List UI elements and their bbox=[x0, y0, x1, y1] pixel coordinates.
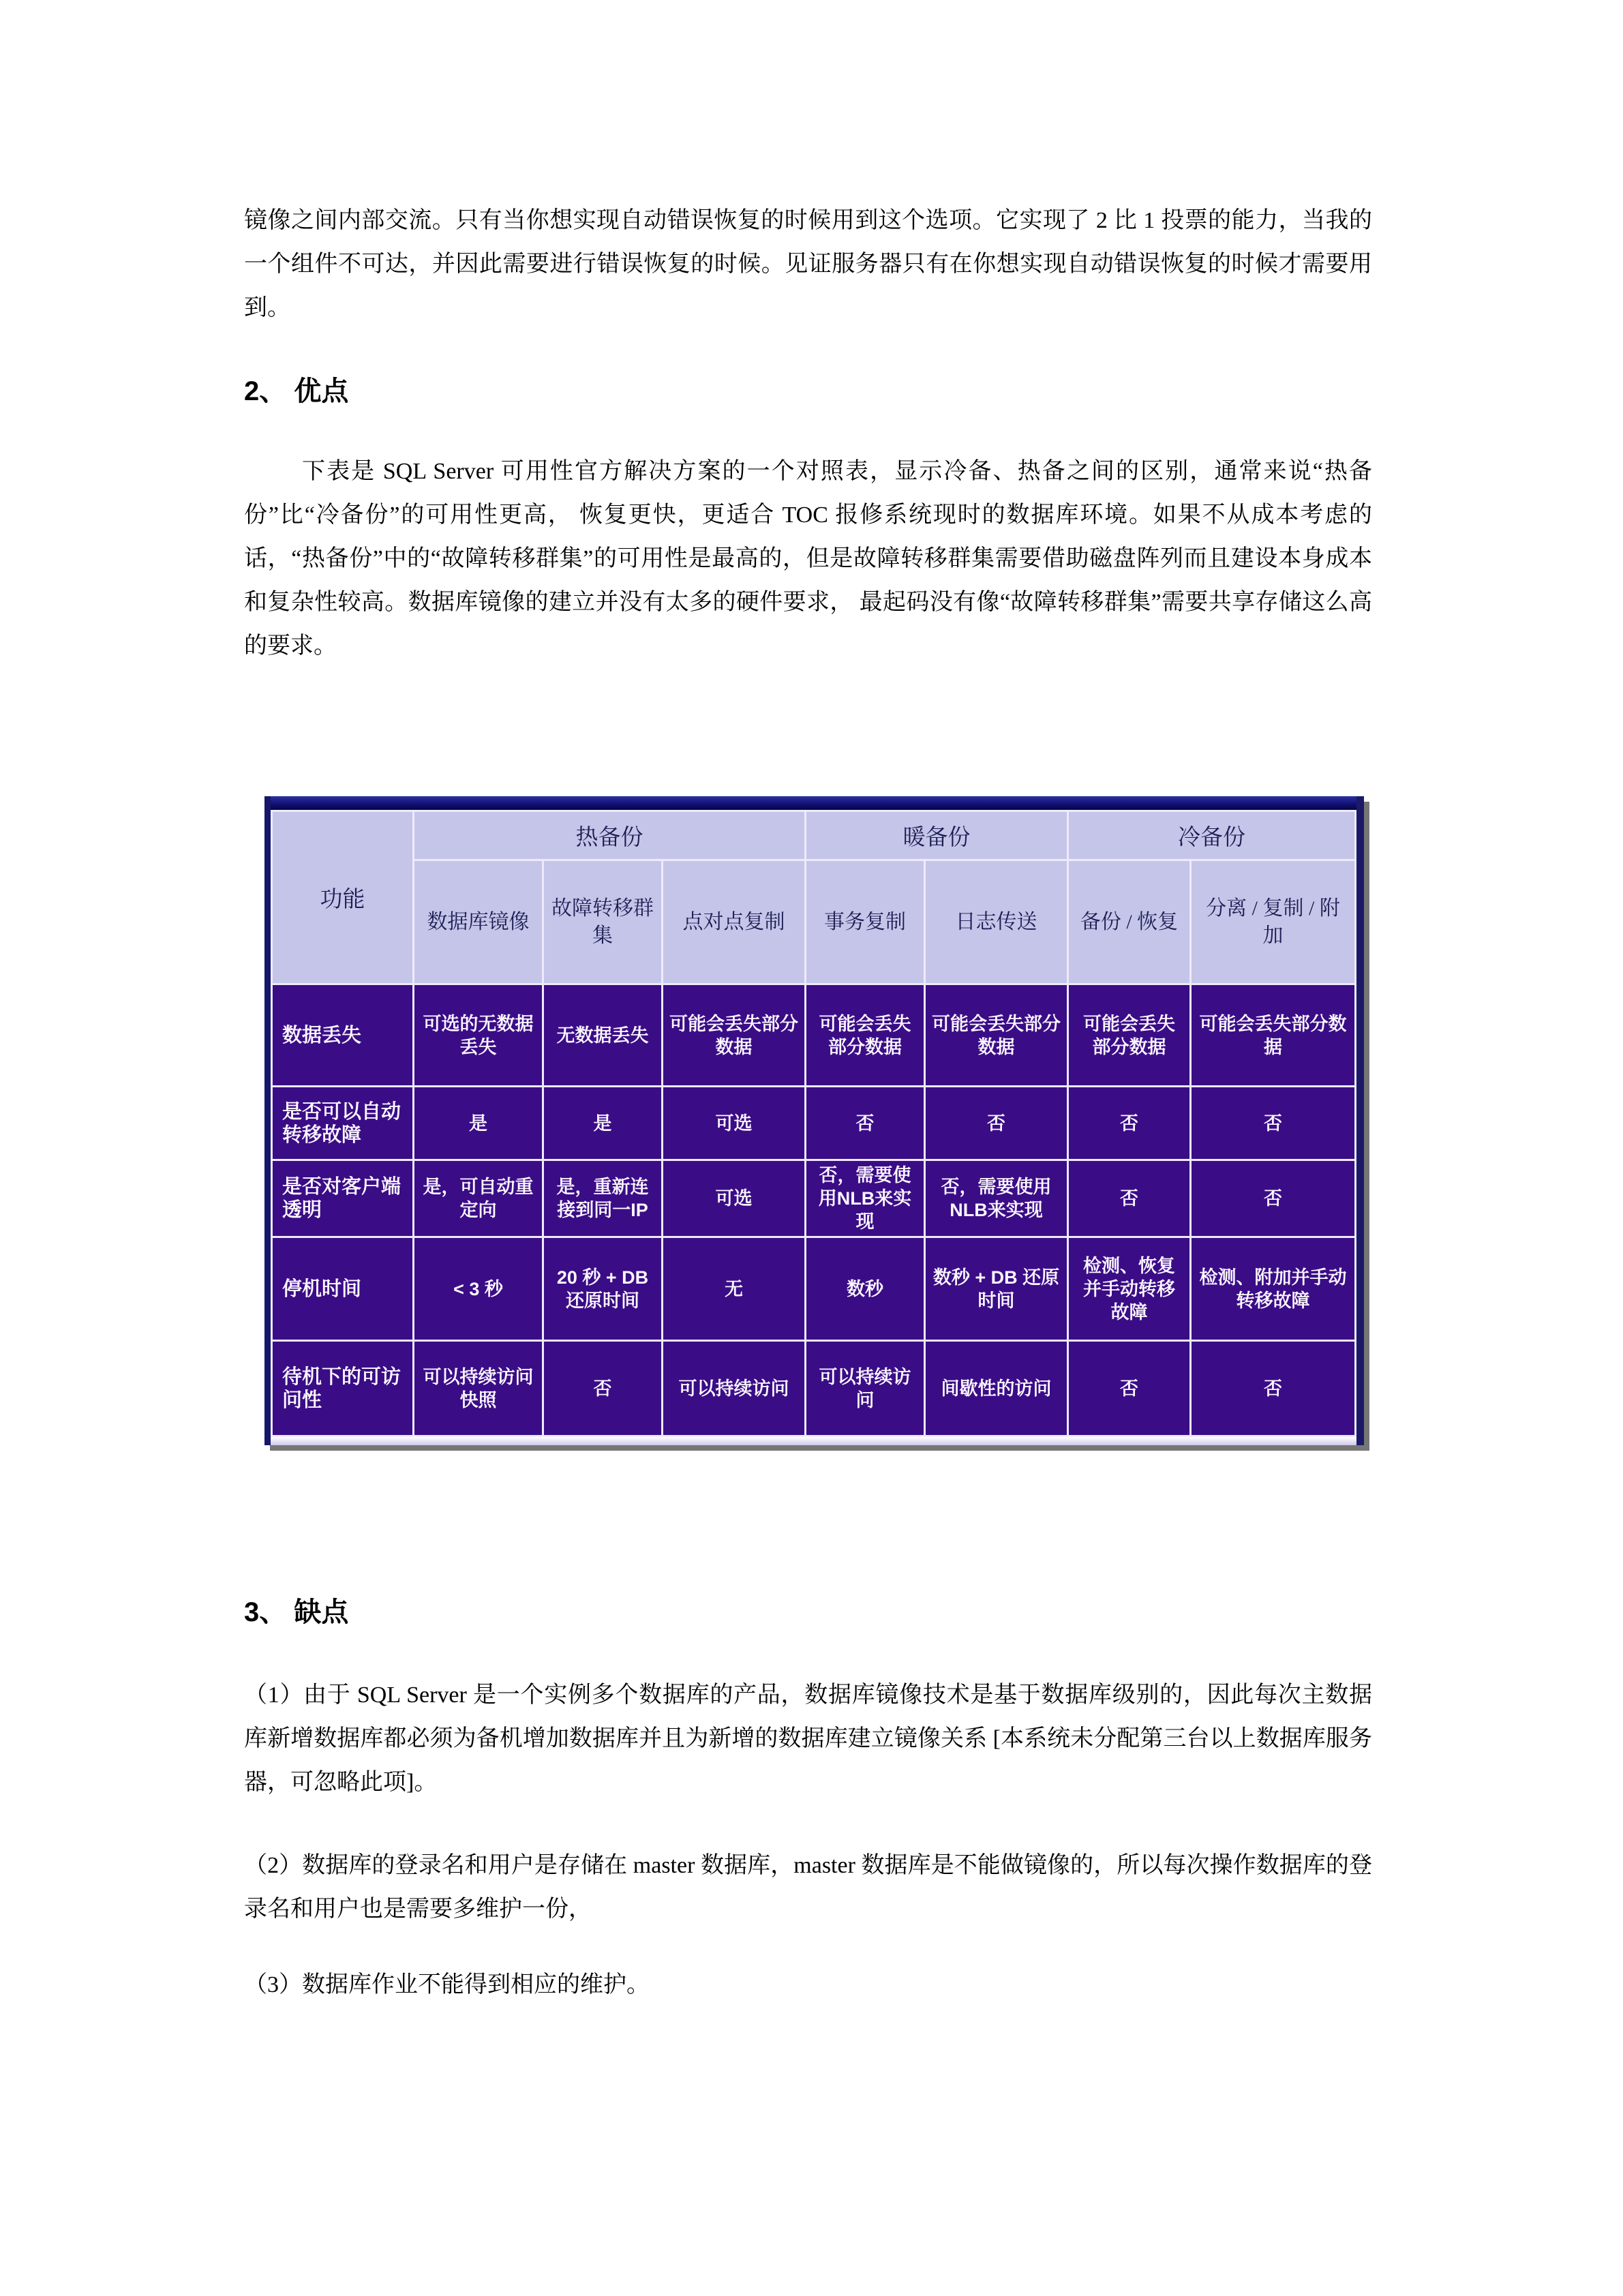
table-bottom-border bbox=[271, 1437, 1356, 1445]
advantages-paragraph: 下表是 SQL Server 可用性官方解决方案的一个对照表，显示冷备、热备之间的区别，通常来说“热备份”比“冷备份”的可用性更高， 恢复更快，更适合 TOC 报修系统现时的数据库环境。如果不从成本考虑的话，“热备份”中的“故障转移群集”的可用性是最高的，但是故障转移群集需要借助磁盘阵列而且建设本身成本和复杂性较高。数据库镜像的建立并没有太多的硬件要求， 最起码没有像“故障转移群集”需要共享存储这么高的要求。 bbox=[244, 459, 1372, 659]
row-label: 数据丢失 bbox=[272, 984, 414, 1087]
table-cell: 是 bbox=[543, 1087, 663, 1160]
table-cell: 无 bbox=[663, 1237, 806, 1341]
comparison-table-grid bbox=[271, 810, 1356, 1437]
table-cell: 否 bbox=[925, 1087, 1068, 1160]
table-cell: 可选的无数据丢失 bbox=[414, 984, 543, 1087]
group-header-hot-backup: 热备份 bbox=[414, 811, 806, 860]
column-header-log-shipping: 日志传送 bbox=[925, 860, 1068, 984]
table-cell: 可选 bbox=[663, 1160, 806, 1237]
group-header-warm-backup: 暖备份 bbox=[806, 811, 1068, 860]
table-cell: 检测、附加并手动转移故障 bbox=[1191, 1237, 1356, 1341]
section-heading-disadvantages: 3、 缺点 bbox=[244, 1597, 349, 1627]
table-cell: 可以持续访问 bbox=[663, 1341, 806, 1436]
column-header-peer-to-peer-replication: 点对点复制 bbox=[663, 860, 806, 984]
column-header-failover-cluster: 故障转移群集 bbox=[543, 860, 663, 984]
table-row-data-loss bbox=[272, 984, 1356, 1087]
table-cell: 可以持续访问快照 bbox=[414, 1341, 543, 1436]
table-cell: 否 bbox=[1068, 1160, 1191, 1237]
table-cell: 是 bbox=[414, 1087, 543, 1160]
row-label: 是否对客户端透明 bbox=[272, 1160, 414, 1237]
table-cell: 可能会丢失部分数据 bbox=[806, 984, 925, 1087]
table-cell: 是，重新连接到同一IP bbox=[543, 1160, 663, 1237]
table-row-client-transparency bbox=[272, 1160, 1356, 1237]
table-cell: 可选 bbox=[663, 1087, 806, 1160]
table-group-header-row bbox=[272, 811, 1356, 860]
column-header-db-mirroring: 数据库镜像 bbox=[414, 860, 543, 984]
section-heading-advantages: 2、 优点 bbox=[244, 376, 349, 406]
table-cell: 否，需要使用NLB来实现 bbox=[925, 1160, 1068, 1237]
column-header-transactional-replication: 事务复制 bbox=[806, 860, 925, 984]
table-top-border bbox=[271, 796, 1356, 810]
table-cell: 可能会丢失部分数据 bbox=[1068, 984, 1191, 1087]
row-label: 是否可以自动转移故障 bbox=[272, 1087, 414, 1160]
table-cell: 间歇性的访问 bbox=[925, 1341, 1068, 1436]
row-label: 停机时间 bbox=[272, 1237, 414, 1341]
table-row-auto-failover bbox=[272, 1087, 1356, 1160]
table-cell: 否 bbox=[1068, 1087, 1191, 1160]
table-cell: 20 秒 + DB 还原时间 bbox=[543, 1237, 663, 1341]
table-cell: < 3 秒 bbox=[414, 1237, 543, 1341]
table-cell: 可能会丢失部分数据 bbox=[663, 984, 806, 1087]
table-row-downtime bbox=[272, 1237, 1356, 1341]
table-cell: 数秒 + DB 还原时间 bbox=[925, 1237, 1068, 1341]
table-cell: 是，可自动重定向 bbox=[414, 1160, 543, 1237]
column-header-detach-copy-attach: 分离 / 复制 / 附加 bbox=[1191, 860, 1356, 984]
intro-paragraph: 镜像之间内部交流。只有当你想实现自动错误恢复的时候用到这个选项。它实现了 2 比 1 投票的能力，当我的一个组件不可达，并因此需要进行错误恢复的时候。见证服务器只有在你想实现自动错误恢复的时候才需要用到。 bbox=[244, 208, 1372, 320]
table-cell: 数秒 bbox=[806, 1237, 925, 1341]
table-cell: 否，需要使用NLB来实现 bbox=[806, 1160, 925, 1237]
table-cell: 否 bbox=[543, 1341, 663, 1436]
table-cell: 可以持续访问 bbox=[806, 1341, 925, 1436]
row-label: 待机下的可访问性 bbox=[272, 1341, 414, 1436]
table-cell: 可能会丢失部分数据 bbox=[1191, 984, 1356, 1087]
table-cell: 否 bbox=[1191, 1087, 1356, 1160]
group-header-cold-backup: 冷备份 bbox=[1068, 811, 1356, 860]
disadvantage-item-1: （1）由于 SQL Server 是一个实例多个数据库的产品，数据库镜像技术是基于数据库级别的，因此每次主数据库新增数据库都必须为备机增加数据库并且为新增的数据库建立镜像关系 [本系统未分配第三台以上数据库服务器，可忽略此项]。 bbox=[244, 1682, 1372, 1795]
table-column-header-row bbox=[272, 860, 1356, 984]
table-cell: 无数据丢失 bbox=[543, 984, 663, 1087]
table-row-standby-accessibility bbox=[272, 1341, 1356, 1436]
disadvantage-item-3: （3）数据库作业不能得到相应的维护。 bbox=[244, 1972, 650, 1997]
table-cell: 否 bbox=[1191, 1160, 1356, 1237]
table-cell: 否 bbox=[1191, 1341, 1356, 1436]
corner-cell-function: 功能 bbox=[272, 811, 414, 984]
table-cell: 否 bbox=[806, 1087, 925, 1160]
column-header-backup-restore: 备份 / 恢复 bbox=[1068, 860, 1191, 984]
table-cell: 否 bbox=[1068, 1341, 1191, 1436]
disadvantage-item-2: （2）数据库的登录名和用户是存储在 master 数据库，master 数据库是不能做镜像的，所以每次操作数据库的登录名和用户也是需要多维护一份， bbox=[244, 1853, 1372, 1922]
table-cell: 检测、恢复并手动转移故障 bbox=[1068, 1237, 1191, 1341]
availability-comparison-table bbox=[264, 796, 1364, 1445]
table-cell: 可能会丢失部分数据 bbox=[925, 984, 1068, 1087]
